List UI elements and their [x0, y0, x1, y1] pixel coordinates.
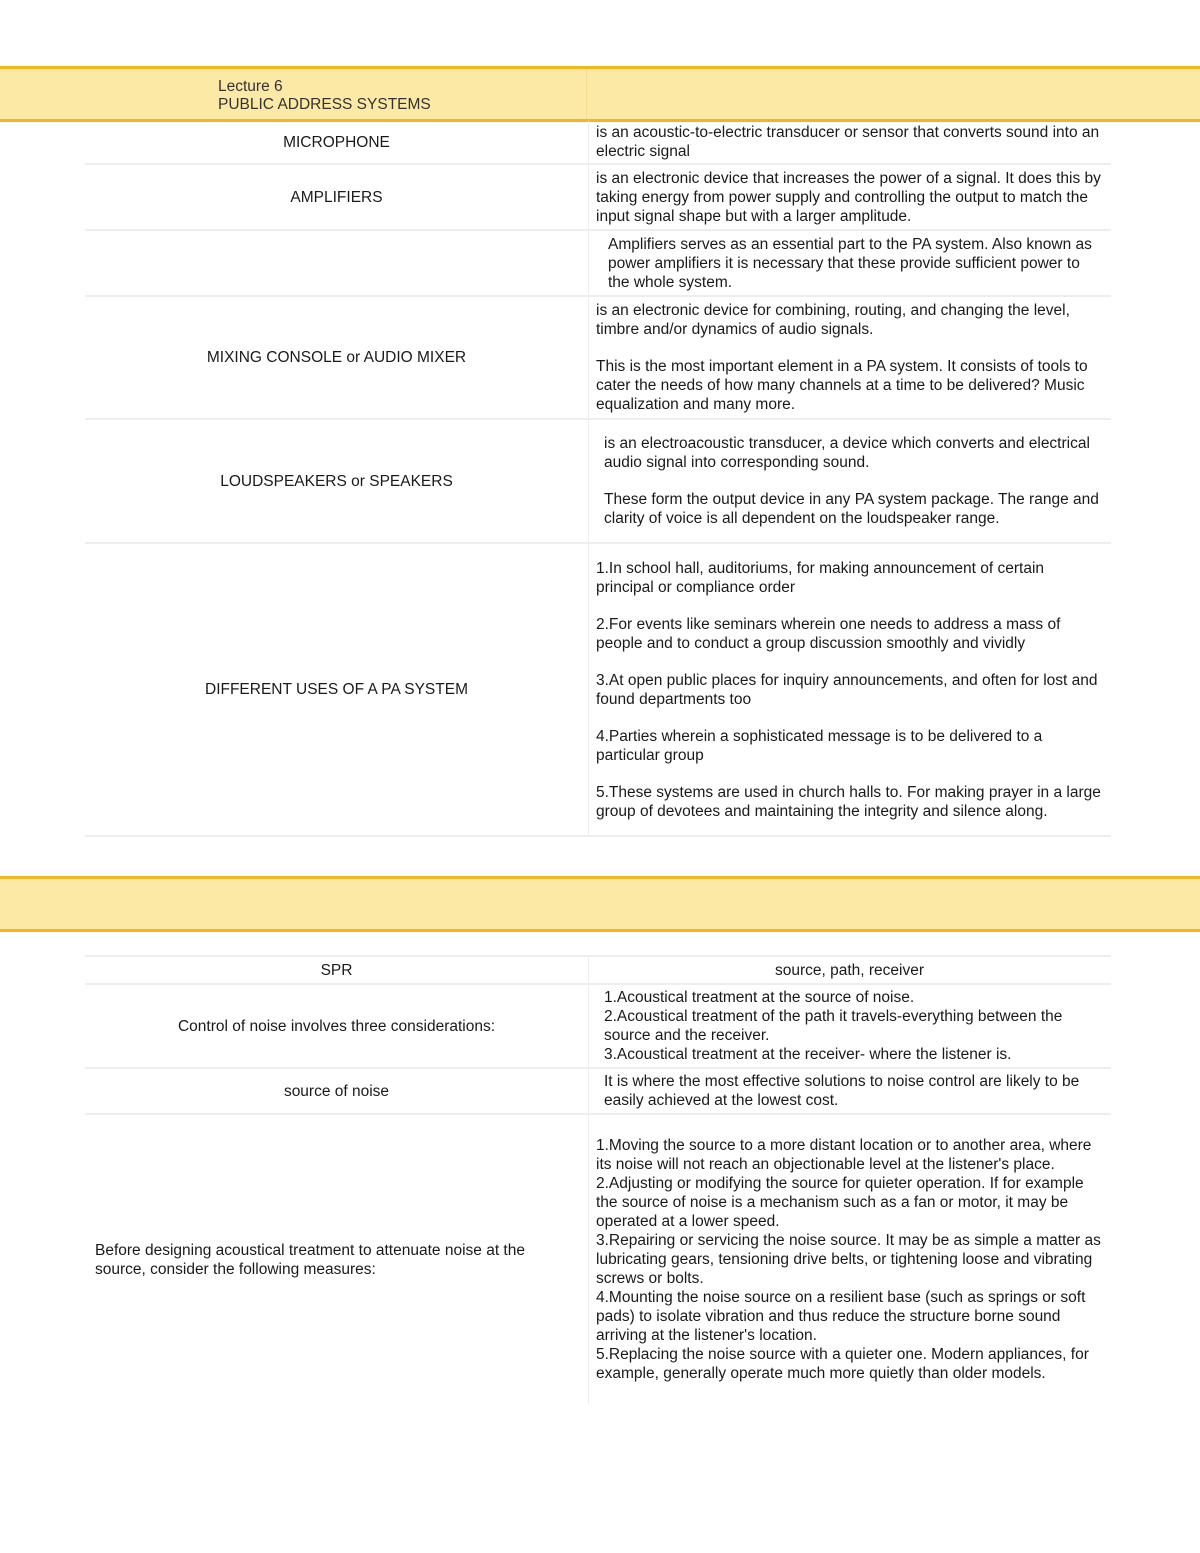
table-row — [85, 230, 1111, 296]
description-text: is an electronic device that increases the power of a signal. It does this by taking energy from power supply and controlling the output to match the input signal shape but with a larger amplitude. — [596, 169, 1101, 225]
table-row — [85, 419, 1111, 543]
pa-system-table — [85, 121, 1111, 837]
lecture-number: Lecture 6 — [218, 78, 283, 95]
term-cell: MIXING CONSOLE or AUDIO MIXER — [85, 296, 589, 419]
table-row — [85, 296, 1111, 419]
lecture-header-band — [0, 66, 1200, 122]
description-cell — [589, 956, 1112, 984]
description-text: 3.Acoustical treatment at the receiver- where the listener is. — [604, 1046, 1012, 1063]
description-cell — [589, 1068, 1112, 1114]
lecture-title: PUBLIC ADDRESS SYSTEMS — [218, 96, 431, 113]
description-cell — [589, 164, 1112, 230]
table-row — [85, 1068, 1111, 1114]
description-text: Amplifiers serves as an essential part to the PA system. Also known as power amplifiers it is necessary that these provide sufficient power to the whole system. — [608, 235, 1092, 291]
description-text: 3.Repairing or servicing the noise source. It may be as simple a matter as lubricating gears, tensioning drive belts, or tightening loose and vibrating screws or bolts. — [596, 1232, 1101, 1287]
table-row — [85, 543, 1111, 836]
term-cell: source of noise — [85, 1068, 589, 1114]
description-text: 1.Moving the source to a more distant location or to another area, where its noise will not reach an objectionable level at the listener's place. — [596, 1137, 1092, 1173]
term-cell: AMPLIFIERS — [85, 164, 589, 230]
term-cell: SPR — [85, 956, 589, 984]
section-band — [0, 876, 1200, 932]
description-text: source, path, receiver — [774, 961, 925, 979]
description-text: 4.Parties wherein a sophisticated message is to be delivered to a particular group — [596, 727, 1043, 764]
description-text: 1.In school hall, auditoriums, for making announcement of certain principal or compliance order — [596, 559, 1045, 596]
description-cell — [589, 984, 1112, 1068]
table-row — [85, 984, 1111, 1068]
description-text: 2.Adjusting or modifying the source for quieter operation. If for example the source of noise is a mechanism such as a fan or motor, it may be operated at a lower speed. — [596, 1175, 1084, 1230]
term-cell: DIFFERENT USES OF A PA SYSTEM — [85, 543, 589, 836]
header-divider — [586, 69, 587, 119]
table-row — [85, 956, 1111, 984]
table-row — [85, 1114, 1111, 1404]
table-row — [85, 121, 1111, 164]
description-text: is an acoustic-to-electric transducer or sensor that converts sound into an electric signal — [596, 124, 1100, 160]
term-cell — [85, 230, 589, 296]
description-text: 5.Replacing the noise source with a quieter one. Modern appliances, for example, generally operate much more quietly than older models. — [596, 1346, 1089, 1382]
description-text: is an electronic device for combining, routing, and changing the level, timbre and/or dynamics of audio signals. — [596, 302, 1070, 338]
lecture-header — [218, 78, 431, 114]
term-cell: MICROPHONE — [85, 121, 589, 164]
description-cell — [589, 230, 1112, 296]
term-cell: LOUDSPEAKERS or SPEAKERS — [85, 419, 589, 543]
description-text: This is the most important element in a PA system. It consists of tools to cater the needs of how many channels at a time to be delivered? Music equalization and many more. — [596, 358, 1088, 413]
term-cell: Before designing acoustical treatment to attenuate noise at the source, consider the following measures: — [85, 1114, 589, 1404]
description-text: These form the output device in any PA system package. The range and clarity of voice is all dependent on the loudspeaker range. — [604, 491, 1099, 527]
description-text: is an electroacoustic transducer, a device which converts and electrical audio signal into corresponding sound. — [604, 435, 1090, 471]
description-text: 3.At open public places for inquiry announcements, and often for lost and found departments too — [596, 671, 1098, 708]
description-text: 2.Acoustical treatment of the path it travels-everything between the source and the receiver. — [604, 1008, 1063, 1044]
table-row — [85, 164, 1111, 230]
description-cell — [589, 296, 1112, 419]
term-cell: Control of noise involves three considerations: — [85, 984, 589, 1068]
description-cell — [589, 419, 1112, 543]
description-text: 5.These systems are used in church halls to. For making prayer in a large group of devotees and maintaining the integrity and silence along. — [596, 783, 1101, 820]
description-cell — [589, 543, 1112, 836]
description-text: 4.Mounting the noise source on a resilient base (such as springs or soft pads) to isolate vibration and thus reduce the structure borne sound arriving at the listener's location. — [596, 1289, 1086, 1344]
description-cell — [589, 121, 1112, 164]
description-text: 2.For events like seminars wherein one needs to address a mass of people and to conduct a group discussion smoothly and vividly — [596, 615, 1061, 652]
description-text: It is where the most effective solutions to noise control are likely to be easily achieved at the lowest cost. — [604, 1073, 1080, 1109]
noise-control-table — [85, 955, 1111, 1404]
description-cell — [589, 1114, 1112, 1404]
description-text: 1.Acoustical treatment at the source of noise. — [604, 989, 915, 1006]
